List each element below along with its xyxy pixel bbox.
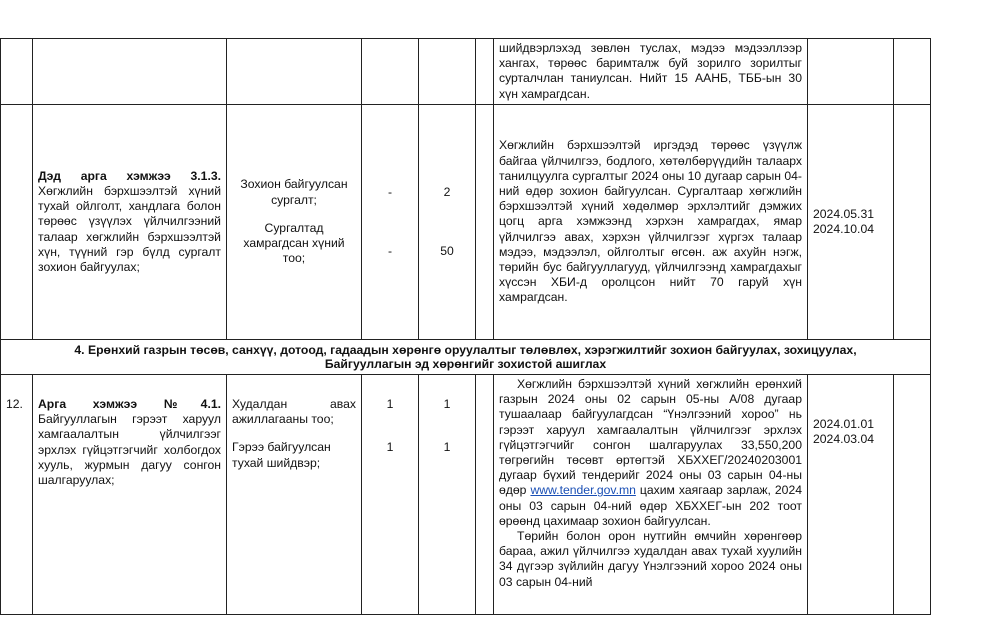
target-2: 1 (443, 440, 451, 455)
cell-no (1, 105, 33, 340)
date-end: 2024.03.04 (813, 432, 874, 447)
cell-indicator (227, 105, 362, 340)
cell-no (1, 39, 33, 105)
task-text: Хөгжлийн бэрхшээлтэй хүний тухай ойлголт, хандлага болон төрөөс үзүүлэх үйлчилгээний талаар хөгжлийн бэрхшээлтэй хүн, түүний гэр бүлд сургалт зохион байгуулах; (38, 183, 221, 274)
date-start: 2024.05.31 (813, 206, 874, 221)
indicator-2: Сургалтад хамрагдсан хүний тоо; (243, 220, 345, 266)
baseline-2: - (387, 243, 393, 258)
baseline-1: - (387, 185, 393, 200)
result-text: шийдвэрлэхэд зөвлөн туслах, мэдээ мэдээллээр хангах, төрөөс баримталж буй зорилго зорилтыг сурталчлан таниулсан. Нийт 15 ААНБ, ТББ-ын 30 хүн хамрагдсан. (499, 41, 802, 101)
target-2: 50 (440, 243, 454, 258)
section-title-line-2: Байгууллагын эд хөрөнгийг зохистой ашиглах (324, 357, 607, 371)
indicator-1: Худалдан авах ажиллагааны тоо; (232, 397, 356, 427)
section-title-line-1: 4. Ерөнхий газрын төсөв, санхүү, дотоод, гадаадын хөрөнгө оруулалтыг төлөвлөх, хэрэгжилтийг зохион байгуулах, зохицуулах, (74, 343, 857, 357)
cell-spacer (476, 375, 494, 615)
baseline-1: 1 (386, 397, 394, 411)
indicator-2: Гэрээ байгуулсан тухай шийдвэр; (232, 440, 331, 470)
target-1: 1 (443, 397, 451, 411)
cell-task (33, 375, 227, 615)
cell-notes (894, 39, 931, 105)
cell-task (33, 39, 227, 105)
section-title (1, 340, 931, 375)
row-number: 12. (6, 397, 23, 411)
report-table (0, 38, 931, 615)
date-start: 2024.01.01 (813, 417, 874, 431)
cell-date (808, 39, 894, 105)
task-text: Байгууллагын гэрээт харуул хамгаалалтын үйлчилгээг эрхлэх гүйцэтгэгчийг холбогдох хууль, журмын дагуу сонгон шалгаруулах; (38, 412, 221, 488)
cell-notes (894, 375, 931, 615)
cell-indicator (227, 39, 362, 105)
cell-target (419, 105, 476, 340)
cell-result (494, 39, 808, 105)
cell-baseline (362, 105, 419, 340)
cell-result (494, 105, 808, 340)
cell-baseline (362, 375, 419, 615)
cell-no (1, 375, 33, 615)
result-text-1b: цахим хаягаар зарлаж, 2024 оны 03 сарын 04-ний өдөр ХБХХЕГ-ын 202 тоот өрөөнд цахимаар зохион байгуулсан. (499, 483, 803, 528)
section-header-4 (1, 340, 931, 375)
task-title: Дэд арга хэмжээ 3.1.3. (38, 168, 221, 183)
result-paragraph-1 (499, 377, 802, 529)
indicator-1: Зохион байгуулсан сургалт; (240, 177, 348, 207)
cell-spacer (476, 105, 494, 340)
cell-spacer (476, 39, 494, 105)
cell-baseline (362, 39, 419, 105)
tender-link[interactable]: www.tender.gov.mn (530, 483, 636, 498)
result-paragraph-2: Төрийн болон орон нутгийн өмчийн хөрөнгөөр бараа, ажил үйлчилгээ худалдан авах тухай хуулийн 34 дүгээр зүйлийн дагуу Үнэлгээний хороо 2024 оны 03 сарын 04-ний (499, 529, 802, 589)
cell-notes (894, 105, 931, 340)
table-row-3-1-3 (1, 105, 931, 340)
cell-date (808, 375, 894, 615)
result-text-1a: Хөгжлийн бэрхшээлтэй хүний хөгжлийн ерөнхий газрын 2024 оны 02 сарын 05-ны А/08 дугаар тушаалаар байгуулагдсан “Үнэлгээний хороо” нь гэрээт харуул хамгаалалтын үйлчилгээг эрхлэх гүйцэтгэгчийг сонгон шалгаруулах 33,550,200 төгрөгийн төсөвт өртөгтэй ХБХХЕГ/20240203001 дугаар бүхий тендерийг 2024 оны 03 сарын 04-ны өдөр (499, 377, 802, 498)
task-title: Арга хэмжээ №4.1. (38, 397, 221, 411)
cell-date (808, 105, 894, 340)
result-text: Хөгжлийн бэрхшээлтэй иргэдэд төрөөс үзүүлж байгаа үйлчилгээ, бодлого, хөтөлбөрүүдийн талаарх танилцуулга сургалтыг 2024 оны 10 дугаар сарын 04-ний өдөр зохион байгуулсан. Сургалтаар хөгжлийн бэрхшээлтэй хүний хөдөлмөр эрхлэлтийг дэмжих цогц арга хэмжээнд хэрхэн хамрагдах, ямар үйлчилгээ авах, хэрхэн үйлчилгээг хүргэх талаар мэдээ, мэдээлэл, ойлголтыг өгсөн. аж ахуйн нэгж, төрийн бус байгууллагууд, үйлчилгээнд хамрагдахыг хүссэн ХБИ-д оролцсон нийт 70 гаруй хүн хамрагдсан. (499, 138, 802, 305)
cell-task (33, 105, 227, 340)
cell-target (419, 39, 476, 105)
date-end: 2024.10.04 (813, 222, 874, 236)
cell-target (419, 375, 476, 615)
table-row-12 (1, 375, 931, 615)
target-1: 2 (443, 185, 451, 200)
cell-result (494, 375, 808, 615)
cell-indicator (227, 375, 362, 615)
baseline-2: 1 (386, 440, 394, 455)
table-row-continuation (1, 39, 931, 105)
